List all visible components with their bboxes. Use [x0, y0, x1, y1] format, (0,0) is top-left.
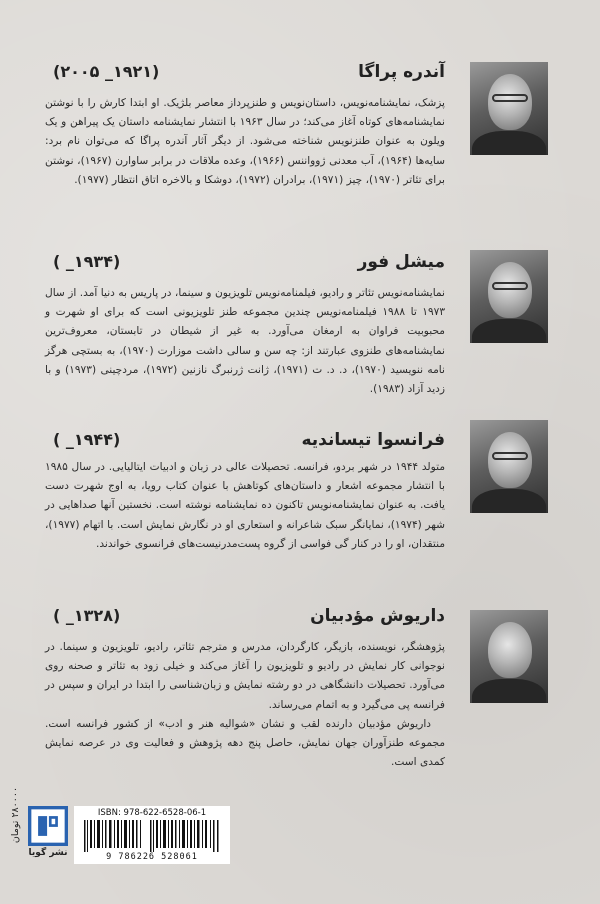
publisher-logo-icon — [28, 806, 68, 846]
author-dates: (۱۹۳۴_ ) — [53, 252, 121, 271]
bio-paragraph: متولد ۱۹۴۴ در شهر بردو، فرانسه. تحصیلات عالی در زبان و ادبیات ایتالیایی. در سال ۱۹۸۵ با انتشار مجموعه اشعار و داستان‌های کوتاهش با عنوان کتاب رویا، به اوج شهرت دست یافت. به عنوان نمایشنامه‌نویس تاکنون ده نمایشنامه نوشته است. نخستین آنها صداهایی در شهر (۱۹۷۴)، نمایانگر سبک شاعرانه و استعاری او در نگارش نمایش است. با اتهام (۱۹۷۷)، منتقدان، او را در کنار گی فواسی از گروه پست‌مدرنیست‌های فرانسوی خواندند. — [45, 461, 446, 550]
isbn-barcode — [74, 806, 230, 864]
author-photo-praga — [470, 62, 548, 155]
bio-paragraph: پزشک، نمایشنامه‌نویس، داستان‌نویس و طنزپرداز معاصر بلژیک. او ابتدا کارش را با نوشتن نمایشنامه‌های کوتاه آغاز می‌کند؛ در سال ۱۹۶۳ با انتشار نمایشنامه داستان یک پیراهن و یک ویلون به عنوان طنزنویس شناخته می‌شود. از دیگر آثار آندره پراگا که می‌توان نام برد: سایه‌ها (۱۹۶۴)، آب معدنی ژوواننس (۱۹۶۶)، وعده ملاقات در برابر ساوارن (۱۹۶۷)، نوشتن برای تئاتر (۱۹۷۰)، چیز (۱۹۷۱)، برادران (۱۹۷۲)، دوشکا و بالاخره اتاق انتظار (۱۹۷۷). — [45, 97, 446, 186]
author-dates: (۱۳۲۸_ ) — [53, 606, 121, 625]
isbn-label: ISBN: 978-622-6528-06-1 — [97, 808, 207, 818]
author-photo-tissandier — [470, 420, 548, 513]
author-name: داریوش مؤدبیان — [310, 606, 445, 626]
author-photo-moadabian — [470, 610, 548, 703]
author-name: فرانسوا تیساندیه — [301, 430, 445, 450]
author-bio — [45, 638, 445, 772]
author-bio — [45, 94, 445, 190]
bio-paragraph: داریوش مؤدبیان دارنده لقب و نشان «شوالیه هنر و ادب» از کشور فرانسه است. مجموعه طنزآوران جهان نمایش، حاصل پنج دهه پژوهش و فعالیت وی در عرصه نمایش کمدی است. — [45, 717, 445, 769]
bio-paragraph: پژوهشگر، نویسنده، بازیگر، کارگردان، مدرس و مترجم تئاتر، رادیو، تلویزیون و سینما. در نوجوانی کار نمایش در رادیو و تلویزیون را آغاز می‌کند و خیلی زود به تئاتر و صحنه روی می‌آورد. تحصیلات دانشگاهی در دو رشته نمایش و زبان‌شناسی را ابتدا در ایران و سپس در فرانسه پی می‌گیرد و به اتمام می‌رساند. — [45, 641, 445, 711]
publisher-name: نشر گویا — [28, 848, 68, 858]
author-name: میشل فور — [357, 252, 445, 272]
author-name: آندره پراگا — [358, 62, 445, 82]
author-bio — [45, 284, 445, 399]
author-dates: (۱۹۴۴_ ) — [53, 430, 121, 449]
bio-paragraph: نمایشنامه‌نویس تئاتر و رادیو، فیلمنامه‌نویس تلویزیون و سینما، در پاریس به دنیا آمد. از سال ۱۹۷۳ تا ۱۹۸۸ فیلمنامه‌نویس چندین مجموعه طنز تلویزیونی است که برای او شهرت و محبوبیت فراوان به ارمغان می‌آورد. به غیر از شیطان در تابستان، معروف‌ترین نمایشنامه‌های طنزوی عبارتند از: چه سن و سالی داشت موزارت (۱۹۷۰)، به بستچی هرگز نامه ننویسید (۱۹۷۰)، د. د. ت (۱۹۷۱)، ژانت ژرنبرگ نازنین (۱۹۷۲)، مردچینی (۱۹۷۳) و با زدید آزاد (۱۹۸۳). — [45, 287, 446, 396]
publisher-logo — [28, 806, 68, 864]
author-dates: (۱۹۲۱_ ۲۰۰۵) — [53, 62, 160, 81]
isbn-digits: 9 786226 528061 — [106, 852, 198, 862]
author-bio — [45, 458, 445, 554]
barcode-icon — [84, 820, 220, 852]
price-label: ۲۸۰۰۰۰ تومان — [10, 786, 21, 844]
author-photo-faure — [470, 250, 548, 343]
